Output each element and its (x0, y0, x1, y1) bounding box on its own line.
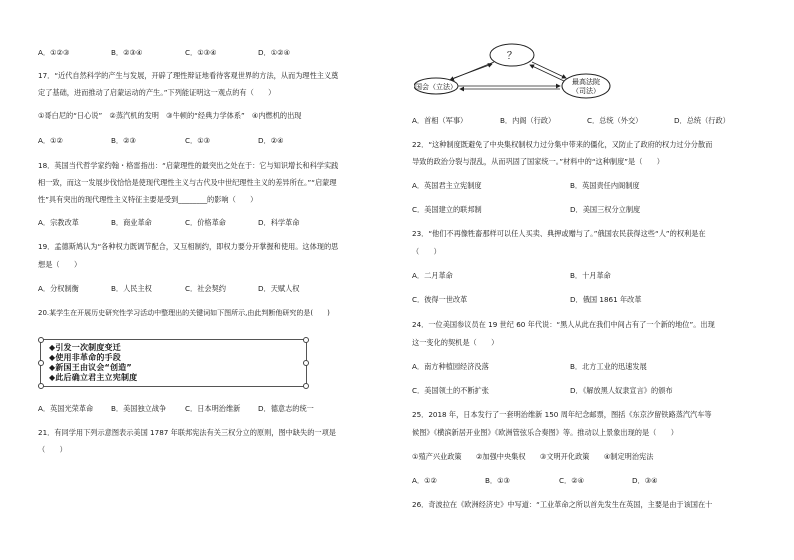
q25-stem-line-2: 候图》《横滨新居开业图》《欧洲管弦乐合奏图》等。推动以上景象出现的是（ ） (412, 428, 678, 437)
q23-stem-line-1: 23．“他们不再像牲畜那样可以任人买卖、典押或赠与了。”俄国农民获得这些“人”的权利是在 (412, 229, 706, 238)
q20-option-c[interactable]: C．日本明治维新 (185, 404, 241, 413)
q23-option-b[interactable]: B．十月革命 (570, 271, 611, 280)
q18-option-c[interactable]: C．价格革命 (185, 218, 226, 227)
q22-option-c[interactable]: C．美国建立的联邦制 (412, 205, 482, 214)
q18-stem-line-1: 18．英国当代哲学家约翰・格雷指出：“启蒙理性的最突出之处在于：它与知识增长和科学实践 (38, 161, 339, 170)
diagram-left-node: 国会（立法） (415, 83, 457, 91)
q17-option-d[interactable]: D．②④ (258, 136, 284, 145)
q24-option-c[interactable]: C．美国领土的不断扩张 (412, 386, 489, 395)
q25-option-b[interactable]: B．①③ (485, 476, 511, 485)
q19-stem-line-1: 19．孟德斯鸠认为“各种权力既调节配合，又互相制约，即权力要分开掌握和使用。这体现的思 (38, 242, 339, 251)
box-handle-top-right (303, 337, 309, 343)
q22-stem-line-2: 导致的政治分裂与混乱，从而巩固了国家统一。”材料中的“这种制度”是（ ） (412, 157, 664, 166)
q16-option-d[interactable]: D．①②④ (258, 48, 291, 57)
box-handle-mid-right (303, 360, 309, 366)
q23-stem-line-2: （ ） (412, 247, 441, 256)
q21-option-a[interactable]: A．首相（军事） (412, 116, 468, 125)
diagram-right-node-line-1: 最高法院 (572, 78, 600, 86)
q23-option-d[interactable]: D．俄国 1861 年改革 (570, 295, 642, 304)
q19-option-b[interactable]: B．人民主权 (111, 284, 152, 293)
q20-option-b[interactable]: B．美国独立战争 (111, 404, 167, 413)
q19-option-a[interactable]: A．分权制衡 (38, 284, 79, 293)
q20-keyword-3: ◆新国王由议会“创造” (49, 363, 132, 372)
q23-option-c[interactable]: C．彼得一世改革 (412, 295, 468, 304)
q17-option-a[interactable]: A．①② (38, 136, 63, 145)
q20-keyword-1: ◆引发一次制度变迁 (49, 343, 121, 352)
q24-option-d[interactable]: D．《解放黑人奴隶宣言》的颁布 (570, 386, 673, 395)
diagram-right-node-line-2: （司法） (572, 87, 600, 95)
q24-stem-line-2: 这一变化的契机是（ ） (412, 338, 499, 347)
q20-keyword-2: ◆使用非革命的手段 (49, 353, 121, 362)
q20-keyword-box (40, 339, 307, 387)
q25-option-c[interactable]: C．②④ (559, 476, 585, 485)
q22-option-a[interactable]: A．英国君主立宪制度 (412, 181, 482, 190)
box-handle-top-left (38, 337, 44, 343)
q16-option-b[interactable]: B．②③④ (111, 48, 143, 57)
q19-option-d[interactable]: D．天赋人权 (258, 284, 300, 293)
q22-option-d[interactable]: D．美国三权分立制度 (570, 205, 641, 214)
q20-option-a[interactable]: A．英国光荣革命 (38, 404, 94, 413)
q22-option-b[interactable]: B．英国责任内阁制度 (570, 181, 640, 190)
q20-keyword-4: ◆此后确立君主立宪制度 (49, 373, 138, 382)
box-handle-bottom-left (38, 383, 44, 389)
q25-items: ①殖产兴业政策 ②加强中央集权 ③文明开化政策 ④制定明治宪法 (412, 452, 654, 461)
q19-stem-line-2: 想是（ ） (38, 260, 82, 269)
q20-option-d[interactable]: D．德意志的统一 (258, 404, 314, 413)
box-handle-mid-left (38, 360, 44, 366)
q17-items: ①哥白尼的“日心说” ②蒸汽机的发明 ③牛顿的“经典力学体系” ④内燃机的出现 (38, 111, 302, 120)
q21-option-d[interactable]: D．总统（行政） (674, 116, 730, 125)
q22-stem-line-1: 22．“这种制度既避免了中央集权制权力过分集中带来的僵化，又防止了政府的权力过分分散而 (412, 140, 713, 149)
q21-stem-line-1: 21．有同学用下列示意图表示美国 1787 年联邦宪法有关三权分立的原则，图中缺失的一项是 (38, 428, 336, 437)
separation-of-powers-diagram (414, 42, 624, 100)
q24-option-a[interactable]: A．南方种植园经济没落 (412, 362, 489, 371)
q18-stem-line-2: 相一致，而这一发展步伐恰恰是使现代理性主义与古代及中世纪理性主义的差异所在。”“启蒙理 (38, 178, 337, 187)
q25-stem-line-1: 25．2018 年，日本发行了一套明治维新 150 周年纪念邮票，图括《东京汐留铁路蒸汽汽车等 (412, 410, 712, 419)
q21-option-b[interactable]: B．内阁（行政） (500, 116, 556, 125)
q24-stem-line-1: 24．一位美国参议员在 19 世纪 60 年代说：“黑人从此在我们中间占有了一个新的地位”。出现 (412, 320, 715, 329)
q25-option-a[interactable]: A．①② (412, 476, 437, 485)
q18-option-b[interactable]: B．商业革命 (111, 218, 152, 227)
q25-option-d[interactable]: D．③④ (632, 476, 658, 485)
q18-option-a[interactable]: A．宗教改革 (38, 218, 79, 227)
q17-option-b[interactable]: B．②③ (111, 136, 137, 145)
q18-stem-line-3: 性”具有突出的现代理性主义特征主要是受到________的影响（ ） (38, 195, 258, 204)
q18-option-d[interactable]: D．科学革命 (258, 218, 300, 227)
q17-stem-line-2: 定了基础，进而推动了启蒙运动的产生。”下列能证明这一观点的有（ ） (38, 88, 276, 97)
q21-option-c[interactable]: C．总统（外交） (587, 116, 643, 125)
diagram-center-node: ？ (507, 51, 517, 62)
q16-option-a[interactable]: A．①②③ (38, 48, 70, 57)
q17-stem-line-1: 17．“近代自然科学的产生与发展，开辟了理性辩证地看待客观世界的方法，从而为理性主义奠 (38, 71, 339, 80)
q21-stem-line-2: （ ） (38, 445, 67, 454)
q20-stem: 20.某学生在开展历史研究性学习活动中整理出的关键词如下图所示,由此判断他研究的是( ) (38, 309, 330, 317)
q26-stem-line-1: 26．奇波拉在《欧洲经济史》中写道：“工业革命之所以首先发生在英国，主要是由于该国在十 (412, 500, 713, 509)
q24-option-b[interactable]: B．北方工业的迅速发展 (570, 362, 647, 371)
box-handle-bottom-right (303, 383, 309, 389)
q19-option-c[interactable]: C．社会契约 (185, 284, 226, 293)
q17-option-c[interactable]: C．①③ (185, 136, 211, 145)
q16-option-c[interactable]: C．①③④ (185, 48, 217, 57)
q23-option-a[interactable]: A．二月革命 (412, 271, 453, 280)
